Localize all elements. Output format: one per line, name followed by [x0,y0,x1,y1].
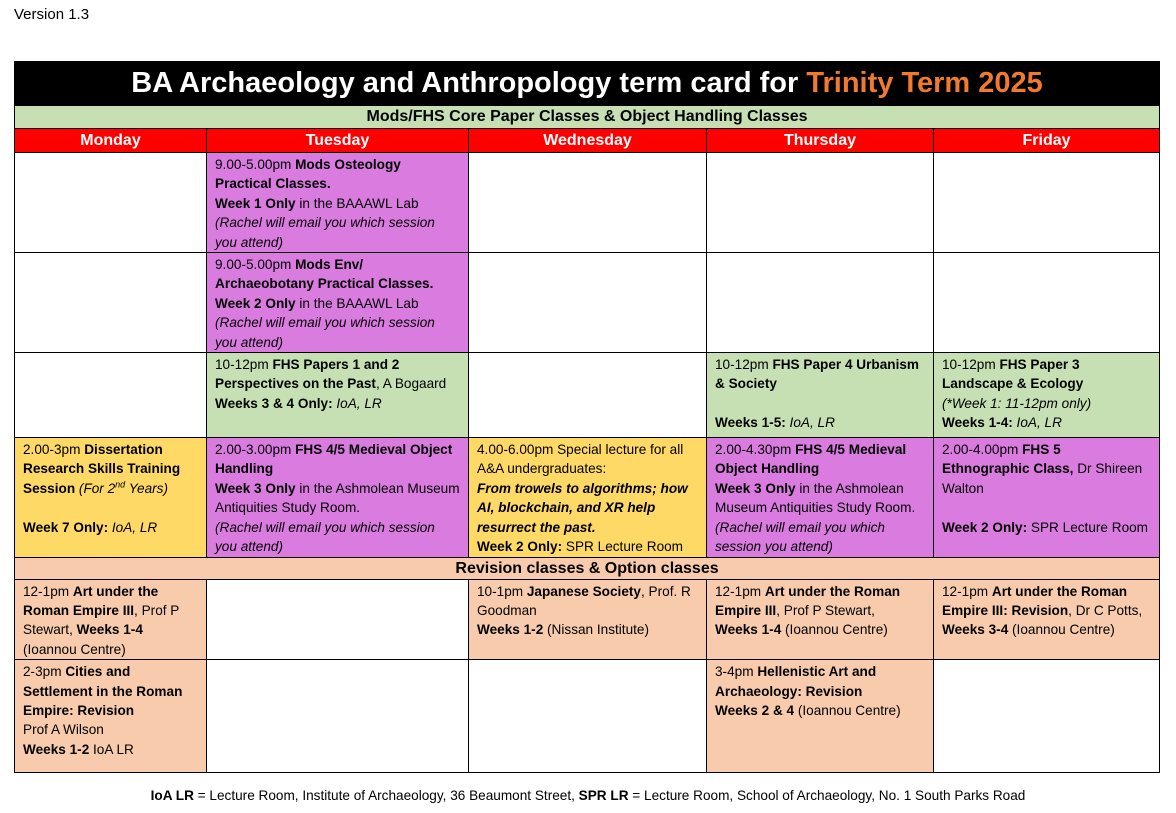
schedule-row [15,153,1160,253]
empty-cell [469,660,707,773]
term-card-table [14,61,1160,773]
day-thursday: Thursday [707,129,934,153]
location-key-footer: IoA LR = Lecture Room, Institute of Archaeology, 36 Beaumont Street, SPR LR = Lecture Room, School of Archaeology, No. 1 South Parks Road [150,788,1026,803]
empty-cell [707,153,934,253]
page-title: BA Archaeology and Anthropology term card for Trinity Term 2025 [15,62,1160,106]
session-cell: 12-1pm Art under the Roman Empire III, Prof P Stewart, Weeks 1-4 (Ioannou Centre) [15,579,207,660]
session-cell: 10-12pm FHS Papers 1 and 2 Perspectives on the Past, A Bogaard Weeks 3 & 4 Only: IoA, LR [207,353,469,438]
session-cell: 2.00-4.30pm FHS 4/5 Medieval Object Handling Week 3 Only in the Ashmolean Museum Antiquities Study Room. (Rachel will email you which session you attend) [707,438,934,557]
version-label: Version 1.3 [14,6,90,23]
session-cell: 12-1pm Art under the Roman Empire III: Revision, Dr C Potts, Weeks 3-4 (Ioannou Centre) [934,579,1160,660]
empty-cell [934,253,1160,353]
empty-cell [15,253,207,353]
empty-cell [469,253,707,353]
empty-cell [707,253,934,353]
session-cell: 10-12pm FHS Paper 3 Landscape & Ecology (*Week 1: 11-12pm only) Weeks 1-4: IoA, LR [934,353,1160,438]
session-cell: 12-1pm Art under the Roman Empire III, Prof P Stewart, Weeks 1-4 (Ioannou Centre) [707,579,934,660]
session-cell: 9.00-5.00pm Mods Env/ Archaeobotany Practical Classes. Week 2 Only in the BAAAWL Lab (Rachel will email you which session you attend) [207,253,469,353]
revision-section-header: Revision classes & Option classes [15,557,1160,579]
session-cell: 10-1pm Japanese Society, Prof. R Goodman Weeks 1-2 (Nissan Institute) [469,579,707,660]
day-monday: Monday [15,129,207,153]
session-cell: 4.00-6.00pm Special lecture for all A&A undergraduates: From trowels to algorithms; how AI, blockchain, and XR help resurrect the past. Week 2 Only: SPR Lecture Room [469,438,707,557]
schedule-row [15,579,1160,660]
title-row [15,62,1160,106]
empty-cell [934,153,1160,253]
empty-cell [15,153,207,253]
empty-cell [15,353,207,438]
schedule-row [15,438,1160,557]
session-cell: 9.00-5.00pm Mods Osteology Practical Classes. Week 1 Only in the BAAAWL Lab (Rachel will email you which session you attend) [207,153,469,253]
day-friday: Friday [934,129,1160,153]
session-cell: 2.00-3.00pm FHS 4/5 Medieval Object Handling Week 3 Only in the Ashmolean Museum Antiquities Study Room. (Rachel will email you which session you attend) [207,438,469,557]
schedule-row [15,660,1160,773]
schedule-row [15,353,1160,438]
empty-cell [207,660,469,773]
term-name: Trinity Term 2025 [806,67,1043,99]
day-tuesday: Tuesday [207,129,469,153]
empty-cell [469,153,707,253]
empty-cell [207,579,469,660]
session-cell: 2-3pm Cities and Settlement in the Roman Empire: Revision Prof A Wilson Weeks 1-2 IoA LR [15,660,207,773]
schedule-row [15,253,1160,353]
empty-cell [934,660,1160,773]
session-cell: 2.00-4.00pm FHS 5 Ethnographic Class, Dr Shireen Walton Week 2 Only: SPR Lecture Room [934,438,1160,557]
core-section-header: Mods/FHS Core Paper Classes & Object Handling Classes [15,106,1160,129]
session-cell: 3-4pm Hellenistic Art and Archaeology: Revision Weeks 2 & 4 (Ioannou Centre) [707,660,934,773]
session-cell: 10-12pm FHS Paper 4 Urbanism & Society Weeks 1-5: IoA, LR [707,353,934,438]
day-wednesday: Wednesday [469,129,707,153]
session-cell: 2.00-3pm Dissertation Research Skills Training Session (For 2nd Years) Week 7 Only: IoA, LR [15,438,207,557]
empty-cell [469,353,707,438]
day-header-row [15,129,1160,153]
